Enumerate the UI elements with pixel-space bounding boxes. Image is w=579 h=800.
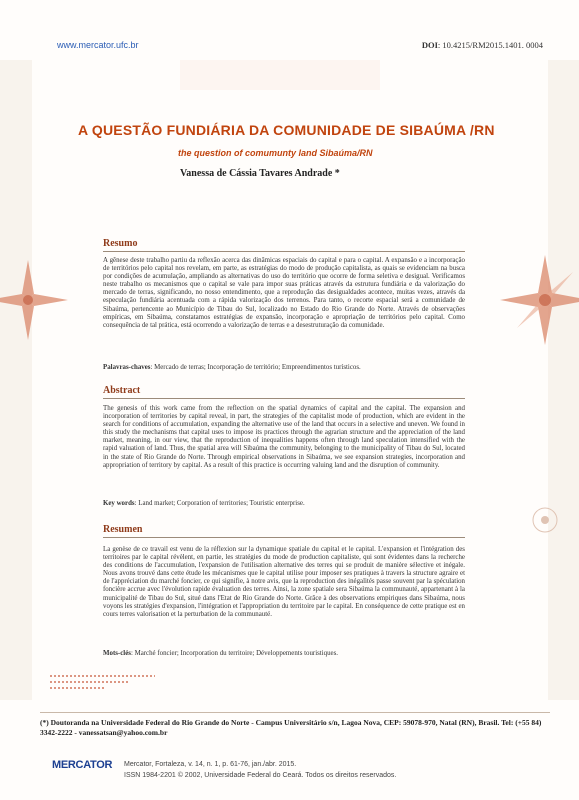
resumen-divider: [103, 537, 465, 538]
resumo-text: A gênese deste trabalho partiu da reflexão acerca das dinâmicas espaciais do capital e para o capital. A expansão e a incorporação de territórios pelo capital nos revelam, em parte, as estratégias do modo de produção capitalista, as quais se evidenciam na busca por condições de acumulação, ampliando as alternativas do uso do território que ocorre de forma seletiva e desigual. Verificamos neste trabalho os mecanismos que o capital se vale para impor suas práticas através da estrutura fundiária e da valorização do mercado de terras, significando, no nosso entendimento, que a reprodução das desigualdades acontece, muitas vezes, através da especulação fundiária acentuada com a rápida valorização dos terrenos. Para tanto, o recorte espacial será a comunidade de Sibaúma, pertencente ao Município de Tibau do Sul, localizado no Estado do Rio Grande do Norte. Através de observações empíricas, em Sibaúma, constatamos estratégias de expansão, incorporação e apropriação de territórios pelo capital. Como consequência de tal prática, está ocorrendo a valorização de terras e a desestruturação da comunidade.: [103, 257, 465, 329]
author-footnote: (*) Doutoranda na Universidade Federal do Rio Grande do Norte - Campus Universitário s/n, Lagoa Nova, CEP: 59078-970, Natal (RN), Brasil. Tel: (+55 84) 3342-2222 - vanessatsan@yahoo.com.br: [40, 718, 542, 737]
resumo-divider: [103, 251, 465, 252]
resumen-keywords: [103, 650, 465, 658]
decorative-dash-lines: [50, 672, 160, 694]
abstract-keywords-label: Key words: [103, 500, 135, 507]
resumen-heading: Resumen: [103, 524, 143, 535]
abstract-divider: [103, 398, 465, 399]
mercator-logo: MERCATOR: [52, 759, 113, 771]
journal-url-link[interactable]: www.mercator.ufc.br: [57, 40, 139, 50]
abstract-keywords: [103, 500, 465, 508]
resumo-heading: Resumo: [103, 238, 138, 249]
article-subtitle: the question of comumunty land Sibaúma/RN: [178, 148, 373, 158]
citation-line-2: ISSN 1984-2201 © 2002, Universidade Federal do Ceará. Todos os direitos reservados.: [124, 772, 397, 779]
abstract-text: The genesis of this work came from the reflection on the spatial dynamics of capital and the capital. The expansion and incorporation of territories by capital reveal, in part, the strategies of the capitalist mode of production, which are evident in the search for conditions of accumulation, expanding the alternative use of the land that occurs in a selective and uneven. We found in this study the mechanisms that capital uses to impose its practices through the agrarian structure and the appreciation of the land market, meaning, in our view, that the reproduction of inequalities happens often through land speculation intensified with the rapid valuation of land. Thus, the spatial area will Sibaúma the community, belonging to the municipality of Tibau do Sul, located in the state of Rio Grande do Norte. Through empirical observations in Sibaúma, we see expansion strategies, incorporation and appropriation of territory by capital. As a result of this practice is occurring valuing land and the disruption of community.: [103, 405, 465, 469]
citation-block: [124, 759, 396, 781]
doi-value: : 10.4215/RM2015.1401. 0004: [437, 40, 543, 50]
footnote-divider: [40, 712, 550, 713]
resumo-keywords-label: Palavras-chaves: [103, 364, 151, 371]
doi-label: [422, 40, 543, 50]
doi-prefix: DOI: [421, 40, 438, 50]
resumen-keywords-value: : Marché foncier; Incorporation du territoire; Développements touristiques.: [130, 650, 338, 657]
resumen-keywords-label: Mots-clés: [103, 650, 131, 657]
resumo-keywords-value: : Mercado de terras; Incorporação de território; Empreendimentos turísticos.: [150, 364, 361, 371]
abstract-heading: Abstract: [103, 385, 141, 396]
resumo-keywords: [103, 364, 465, 372]
article-title: A QUESTÃO FUNDIÁRIA DA COMUNIDADE DE SIBAÚMA /RN: [78, 122, 495, 138]
citation-line-1: Mercator, Fortaleza, v. 14, n. 1, p. 61-76, jan./abr. 2015.: [124, 761, 297, 768]
resumen-text: La genèse de ce travail est venu de la réflexion sur la dynamique spatiale du capital et le capital. L'expansion et l'intégration des territoires par le capital révèlent, en partie, les stratégies du mode de production capitaliste, qui sont évidentes dans la recherche des conditions de l'accumulation, l'expansion de l'utilisation alternative des terres qui se produit de manière sélective et inégale. Nous avons trouvé dans cette étude les mécanismes que le capital utilise pour imposer ses pratiques à travers la structure agraire et de l'appréciation du marché foncier, ce qui signifie, à notre avis, que la reproduction des inégalités passe souvent par la spéculation foncière accrue avec l'évolution rapide évaluation des terres. Ainsi, la zone spatiale sera Sibaúma la communauté, appartenant à la municipalité de Tibau do Sul, situé dans l'Etat de Rio Grande do Norte. Grâce à des observations empiriques dans Sibaúma, nous voyons les stratégies d'expansion, l'intégration et l'appropriation du territoire par le capital. En conséquence de cette pratique est en cours terres valorisation et la perturbation de la communauté.: [103, 546, 465, 618]
abstract-keywords-value: : Land market; Corporation of territories; Touristic enterprise.: [134, 500, 305, 507]
article-author: Vanessa de Cássia Tavares Andrade *: [180, 168, 340, 179]
